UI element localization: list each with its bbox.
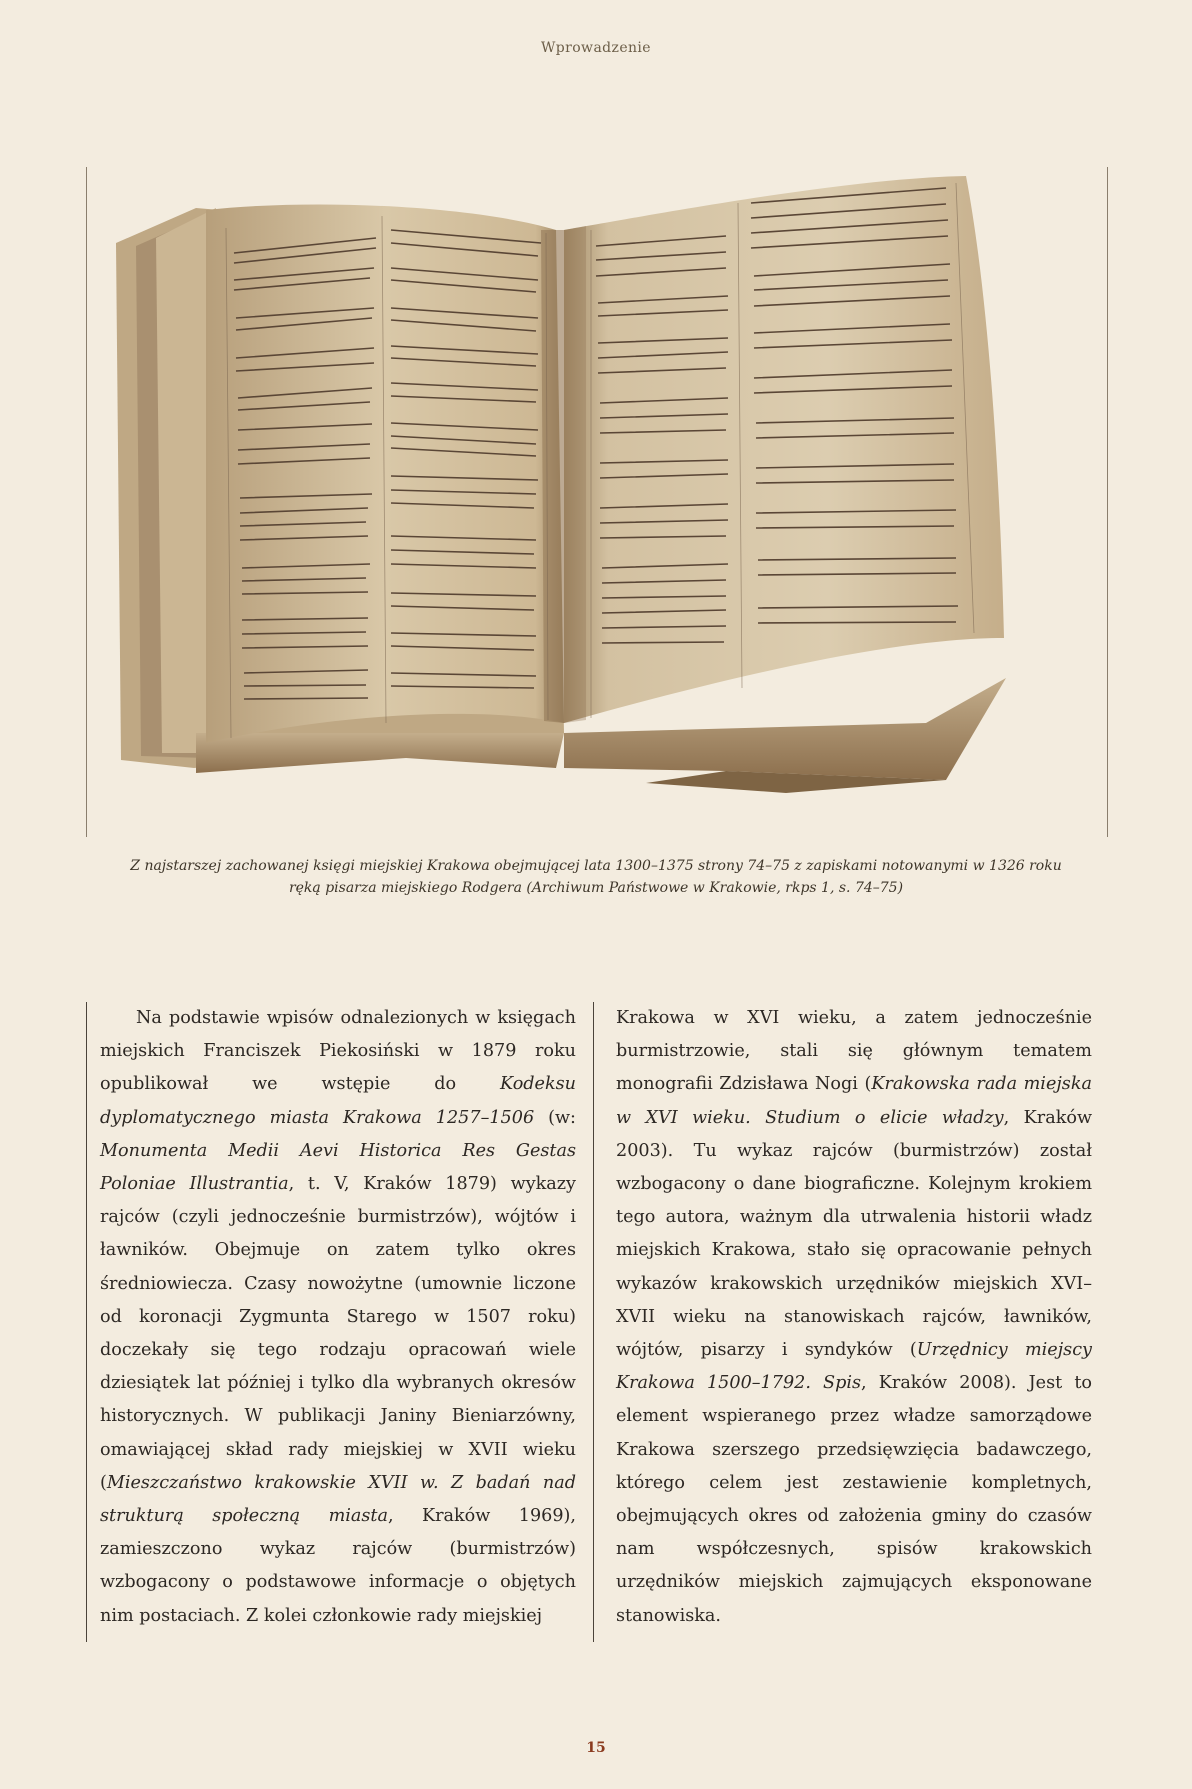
running-head: Wprowadzenie — [540, 40, 651, 56]
body-text — [100, 1002, 1092, 1633]
manuscript-figure — [86, 168, 1108, 836]
left-column — [100, 1002, 576, 1633]
italic-title: Kodeksu dyplomatycznego miasta Krakowa 1257–1506 — [100, 1074, 576, 1128]
caption-line-1: Z najstarszej zachowanej księgi miejskiej Krakowa obejmującej lata 1300–1375 strony 74–75 z zapiskami notowanymi w 1326 roku — [130, 858, 1062, 874]
text-run: (w: — [534, 1107, 576, 1128]
left-paragraph — [100, 1002, 576, 1633]
left-page — [206, 204, 564, 743]
text-run: Krakowa w XVI wieku, a zatem jednocześnie burmistrzowie, stali się głównym tematem monografii Zdzisława Nogi ( — [616, 1008, 1092, 1095]
text-run: Na podstawie wpisów odnalezionych w księgach miejskich Franciszek Piekosiński w 1879 roku opublikował we wstępie do — [100, 1008, 576, 1095]
open-manuscript-book-image — [86, 168, 1108, 836]
caption-line-2: ręką pisarza miejskiego Rodgera (Archiwum Państwowe w Krakowie, rkps 1, s. 74–75) — [288, 880, 904, 896]
italic-title: Monumenta Medii Aevi Historica Res Gestas Poloniae Illustrantia — [100, 1140, 576, 1195]
italic-title: Mieszczaństwo krakowskie XVII w. Z badań nad strukturą społeczną miasta — [100, 1472, 576, 1527]
italic-title: Urzędnicy miejscy Krakowa 1500–1792. Spis — [616, 1340, 1092, 1394]
page-number: 15 — [586, 1740, 606, 1756]
italic-title: Krakowska rada miejska w XVI wieku. Studium o elicie władzy — [616, 1074, 1092, 1128]
right-column — [616, 1002, 1092, 1633]
right-paragraph — [616, 1002, 1092, 1633]
text-run: , Kraków 1969), zamieszczono wykaz rajców (burmistrzów) wzbogacony o podstawowe informacje o objętych nim postaciach. Z kolei członkowie rady miejskiej — [100, 1506, 576, 1626]
text-run: , Kraków 2003). Tu wykaz rajców (burmistrzów) został wzbogacony o dane biograficzne. Kolejnym krokiem tego autora, ważnym dla utrwalenia historii władz miejskich Krakowa, stało się opracowanie pełnych wykazów krakowskich urzędników miejskich XVI–XVII wieku na stanowiskach rajców, ławników, wójtów, pisarzy i syndyków ( — [616, 1107, 1093, 1361]
left-column-rule — [86, 1002, 87, 1642]
text-run: , t. V, Kraków 1879) wykazy rajców (czyli jednocześnie burmistrzów), wójtów i ławników. Obejmuje on zatem tylko okres średniowiecza. Czasy nowożytne (umownie liczone od koronacji Zygmunta Starego w 1507 roku) doczekały się tego rodzaju opracowań wiele dziesiątek lat później i tylko dla wybranych okresów historycznych. W publikacji Janiny Bieniarzówny, omawiającej skład rady miejskiej w XVII wieku ( — [100, 1174, 576, 1493]
figure-caption — [110, 855, 1082, 899]
text-run: , Kraków 2008). Jest to element wspieranego przez władze samorządowe Krakowa szerszego przedsięwzięcia badawczego, którego celem jest zestawienie kompletnych, obejmujących okres od założenia gminy do czasów nam współczesnych, spisów krakowskich urzędników miejskich zajmujących eksponowane stanowiska. — [616, 1373, 1092, 1626]
